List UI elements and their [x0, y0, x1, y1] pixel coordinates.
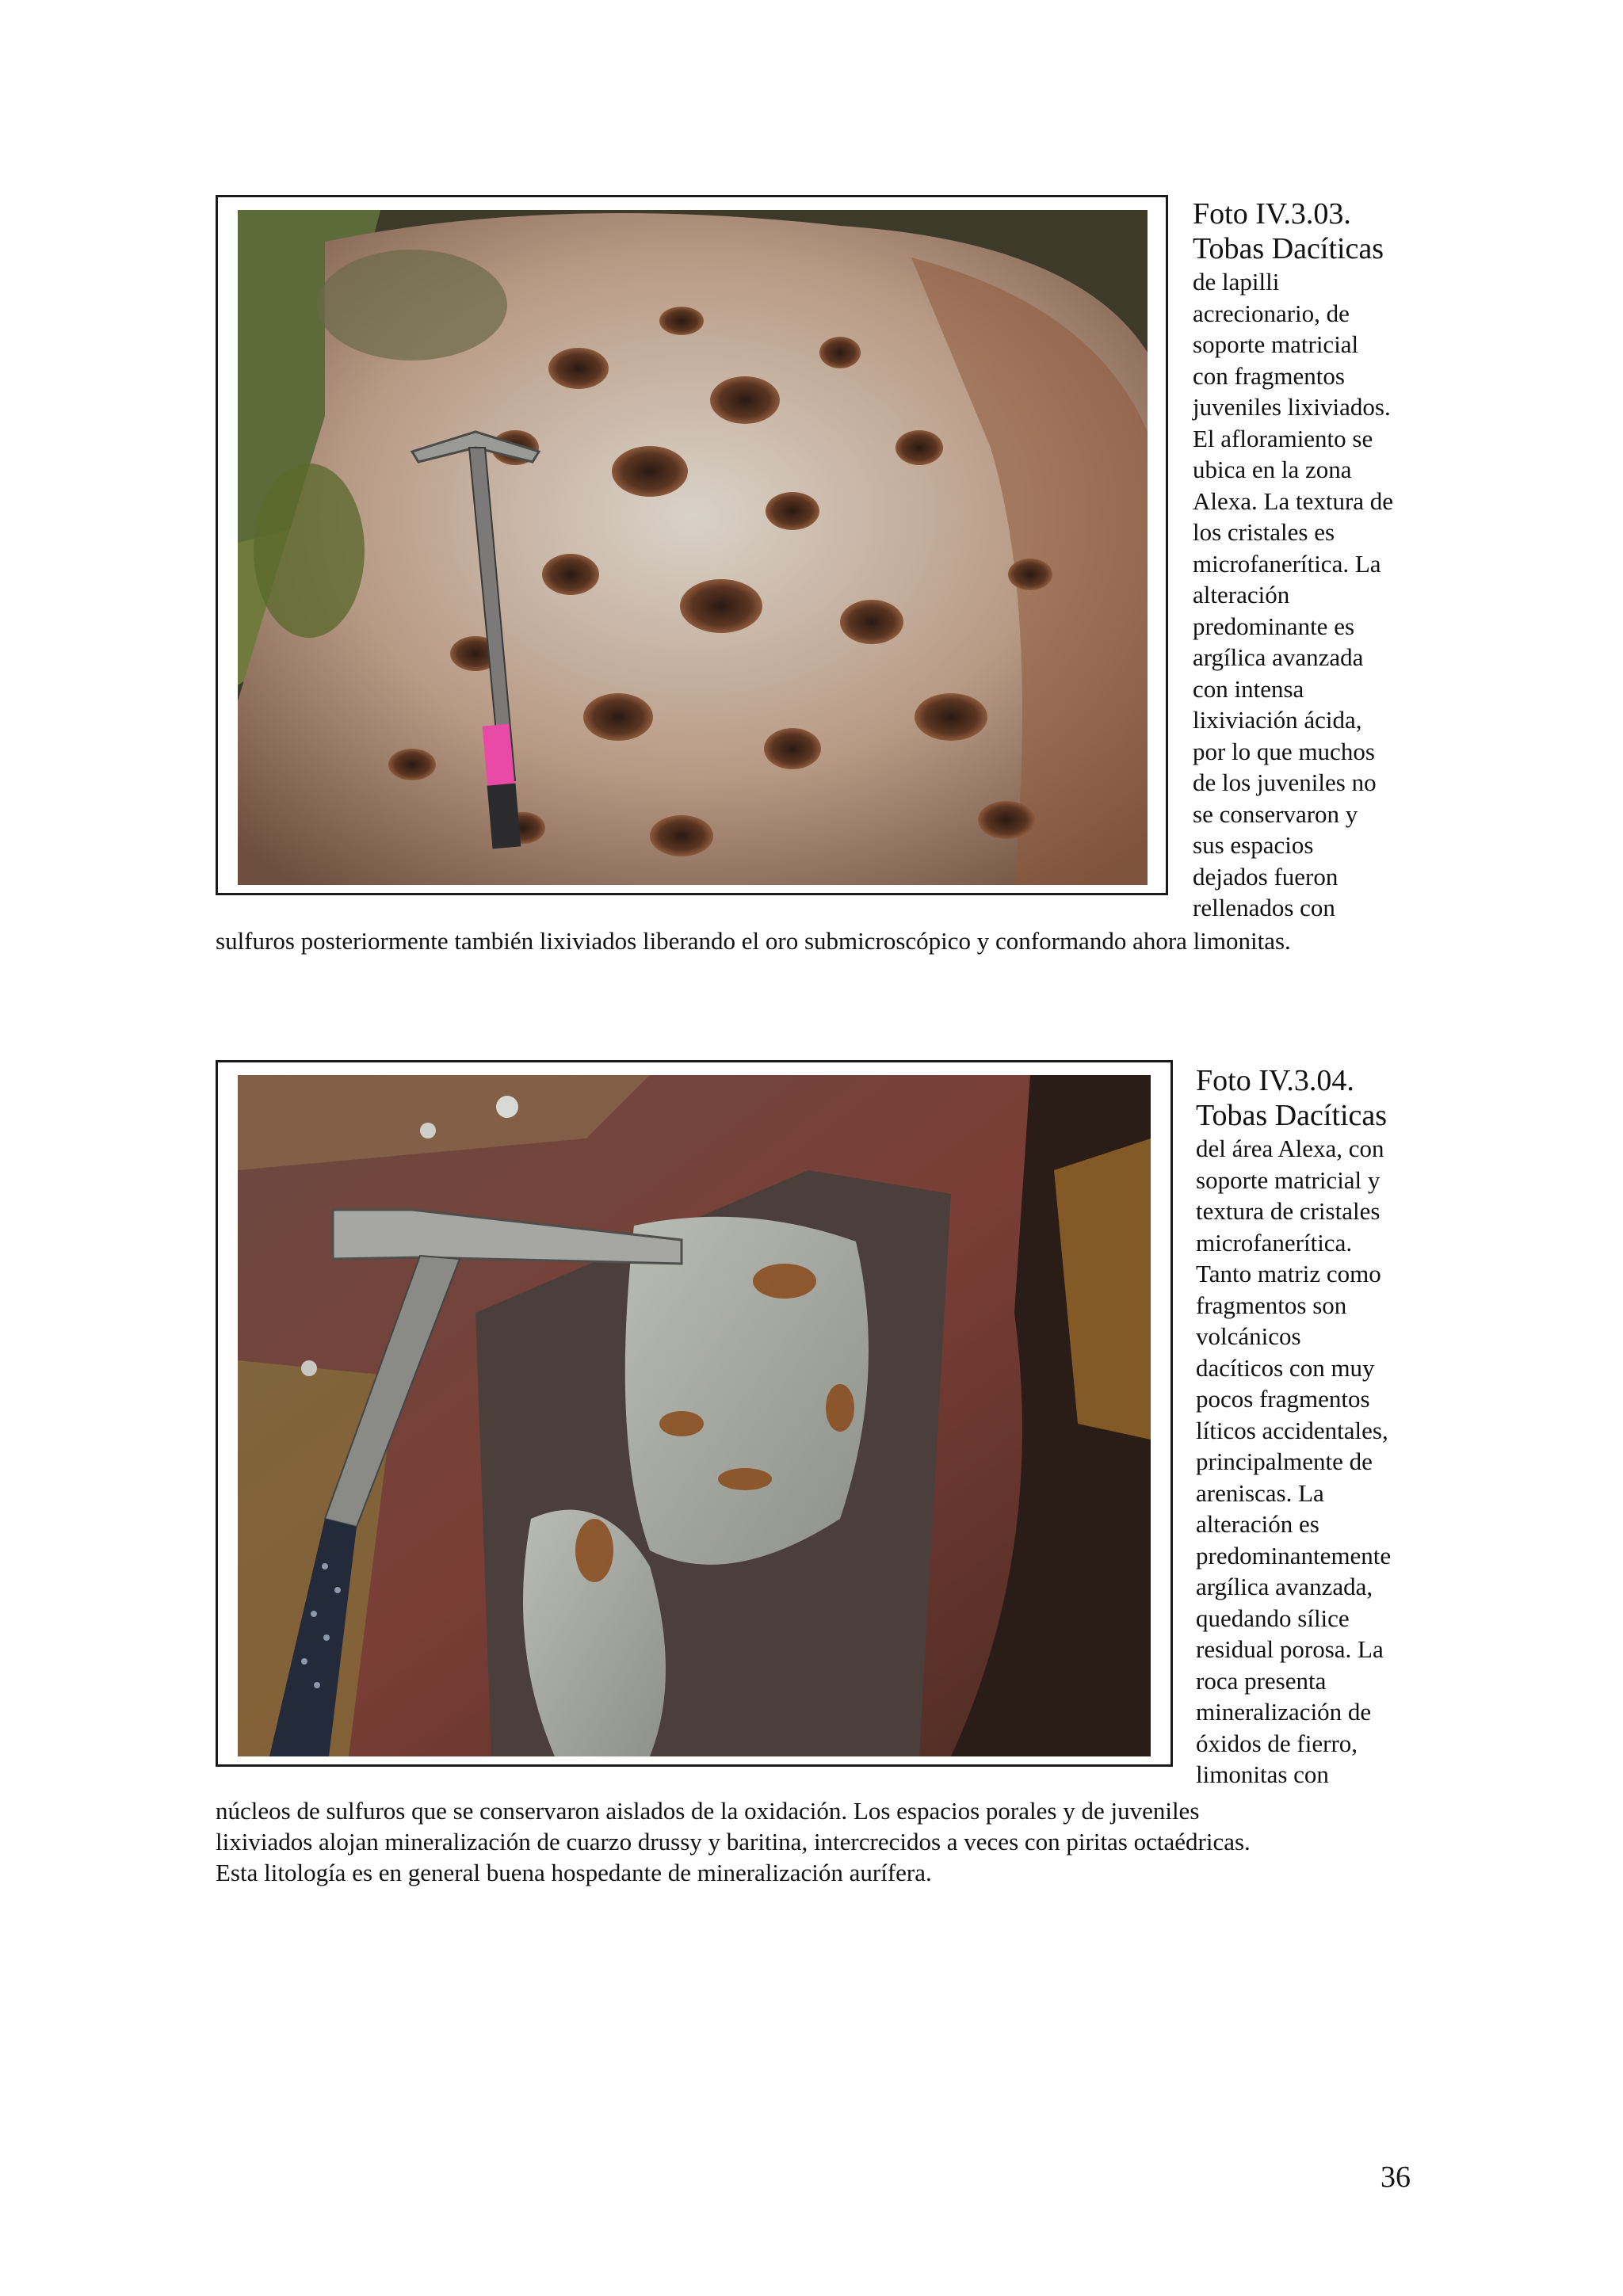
caption-line: del área Alexa, con [1196, 1135, 1384, 1162]
caption-line: Alexa. La textura de [1193, 486, 1394, 515]
caption-continuation-2: Esta litología es en general buena hospedante de mineralización aurífera. [216, 1859, 932, 1886]
caption-line: líticos accidentales, [1196, 1416, 1388, 1444]
caption-line: areniscas. La [1196, 1478, 1324, 1507]
caption-line: de lapilli [1193, 268, 1280, 296]
caption-title-line: Tobas Dacíticas [1196, 1099, 1388, 1132]
caption-photo-1 [1193, 196, 1393, 924]
caption-line: dejados fueron [1193, 862, 1338, 891]
caption-line: por lo que muchos [1193, 737, 1375, 765]
caption-line: con fragmentos [1193, 361, 1345, 390]
caption-line: dacíticos con muy [1196, 1353, 1375, 1382]
caption-line: limonitas con [1196, 1760, 1329, 1788]
caption-line: lixiviación ácida, [1193, 706, 1362, 734]
caption-line: con intensa [1193, 674, 1304, 703]
caption-line: soporte matricial [1193, 330, 1359, 358]
caption-continuation-2: núcleos de sulfuros que se conservaron aislados de la oxidación. Los espacios porales y de juveniles [216, 1797, 1200, 1825]
caption-title-line: Foto IV.3.04. [1196, 1064, 1354, 1097]
caption-line: principalmente de [1196, 1447, 1373, 1475]
caption-line: Tanto matriz como [1196, 1260, 1381, 1287]
caption-line: microfanerítica. La [1193, 549, 1381, 578]
caption-line: acrecionario, de [1193, 299, 1350, 327]
caption-continuation-1: sulfuros posteriormente también lixiviados liberando el oro submicroscópico y conformando ahora limonitas. [216, 927, 1291, 955]
caption-line: quedando sílice [1196, 1604, 1350, 1632]
caption-line: volcánicos [1196, 1322, 1301, 1350]
caption-line: argílica avanzada [1193, 643, 1364, 671]
caption-line: roca presenta [1196, 1666, 1327, 1695]
caption-line: de los juveniles no [1193, 769, 1377, 796]
caption-title-line: Tobas Dacíticas [1193, 232, 1384, 265]
caption-photo-2 [1196, 1063, 1391, 1791]
caption-line: El afloramiento se [1193, 424, 1373, 452]
caption-line: los cristales es [1193, 518, 1335, 546]
caption-line: predominantemente [1196, 1541, 1392, 1569]
caption-line: sus espacios [1193, 831, 1314, 859]
caption-title-line: Foto IV.3.03. [1193, 197, 1351, 231]
caption-line: juveniles lixiviados. [1193, 393, 1391, 421]
photo-frame-1 [216, 195, 1168, 895]
caption-continuation-2: lixiviados alojan mineralización de cuarzo drussy y baritina, intercrecidos a veces con piritas octaédricas. [216, 1828, 1251, 1855]
caption-line: alteración [1193, 581, 1290, 608]
caption-line: rellenados con [1193, 894, 1335, 921]
caption-line: argílica avanzada, [1196, 1573, 1373, 1600]
caption-line: se conservaron y [1193, 799, 1358, 828]
photo-dacitic-block [238, 1075, 1151, 1756]
photo-tuff-outcrop [238, 210, 1148, 885]
caption-line: fragmentos son [1196, 1291, 1347, 1319]
caption-line: predominante es [1193, 612, 1355, 640]
caption-line: textura de cristales [1196, 1197, 1381, 1225]
caption-line: pocos fragmentos [1196, 1385, 1370, 1413]
caption-line: residual porosa. La [1196, 1635, 1384, 1663]
caption-line: soporte matricial y [1196, 1165, 1381, 1194]
caption-line: alteración es [1196, 1510, 1319, 1538]
caption-line: ubica en la zona [1193, 456, 1352, 483]
caption-line: microfanerítica. [1196, 1228, 1353, 1257]
caption-line: óxidos de fierro, [1196, 1729, 1358, 1757]
caption-line: mineralización de [1196, 1698, 1372, 1726]
page-number: 36 [1381, 2161, 1411, 2194]
photo-frame-2 [216, 1060, 1173, 1767]
